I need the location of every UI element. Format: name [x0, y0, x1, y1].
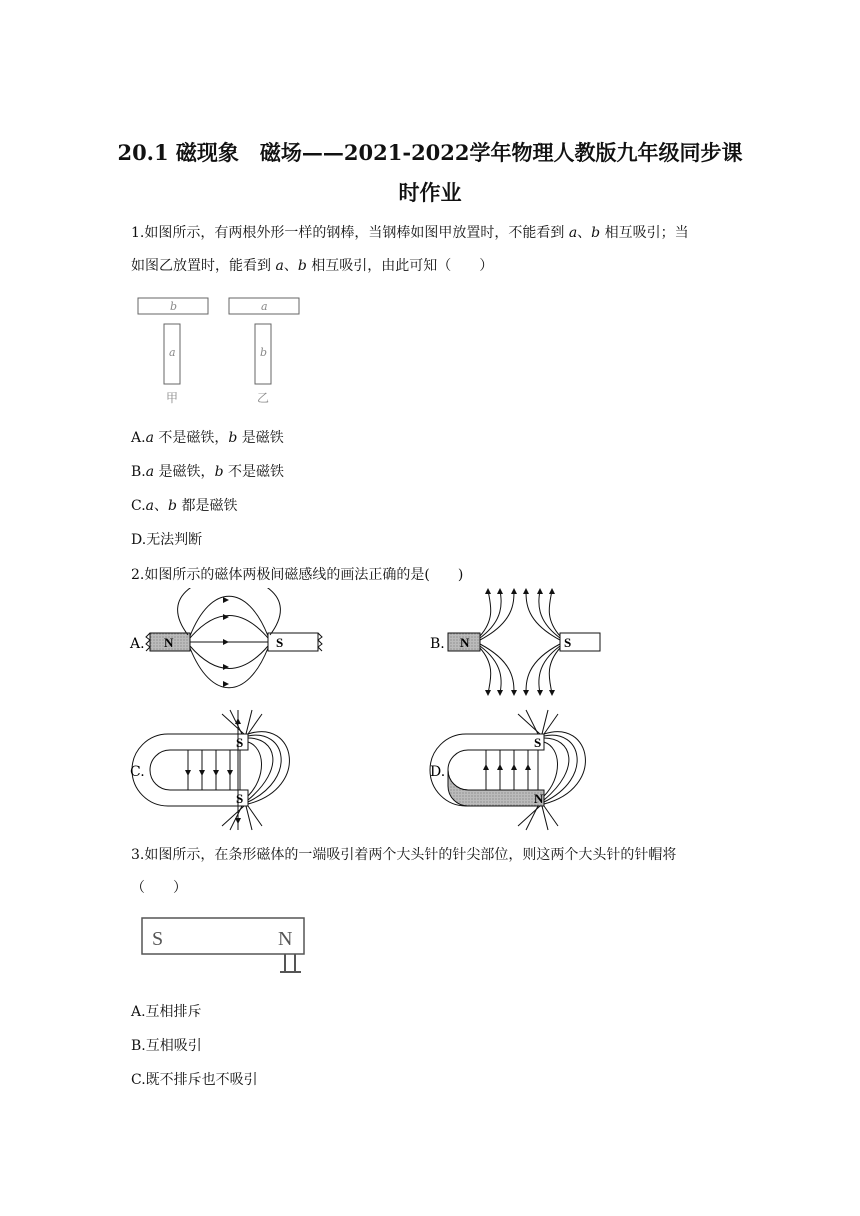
yi-top-label: a — [261, 300, 268, 313]
option-c-label: C. — [130, 764, 145, 780]
option-c-pole-bottom: S — [236, 791, 244, 806]
question-3-stem-line1: 3.如图所示，在条形磁体的一端吸引着两个大头针的针尖部位，则这两个大头针的针帽将 — [131, 847, 677, 863]
option-c-pole-top: S — [236, 735, 244, 750]
question-3-option-c[interactable]: C.既不排斥也不吸引 — [131, 1072, 258, 1088]
option-b-diagram — [448, 588, 600, 696]
page-title: 20.1 磁现象 磁场——2021-2022学年物理人教版九年级同步课 — [117, 140, 743, 165]
option-b-pole-n: N — [460, 635, 470, 650]
question-3-option-a[interactable]: A.互相排斥 — [131, 1004, 202, 1020]
option-d-label: D. — [430, 764, 446, 780]
option-a-label: A. — [130, 636, 145, 652]
question-2-figure — [126, 588, 606, 838]
question-1-option-b[interactable]: B.a 是磁铁，b 不是磁铁 — [131, 464, 284, 480]
pins — [280, 954, 301, 972]
question-1-option-d[interactable]: D.无法判断 — [131, 532, 203, 548]
option-d-diagram — [430, 710, 585, 830]
question-3-figure — [136, 914, 308, 976]
yi-vertical-label: b — [260, 346, 268, 359]
option-d-pole-top: S — [534, 735, 542, 750]
question-1-figure — [136, 294, 306, 406]
option-d-pole-bottom: N — [534, 791, 544, 806]
page-title-continued: 时作业 — [398, 180, 462, 205]
option-b-pole-s: S — [564, 635, 572, 650]
question-2-stem: 2.如图所示的磁体两极间磁感线的画法正确的是( ) — [131, 567, 464, 583]
question-1-stem-line2: 如图乙放置时，能看到 a、b 相互吸引，由此可知（ ） — [131, 258, 494, 274]
question-1-option-a[interactable]: A.a 不是磁铁，b 是磁铁 — [131, 430, 284, 446]
question-3-stem-line2: （ ） — [131, 880, 187, 896]
jia-vertical-label: a — [169, 346, 176, 359]
jia-top-label: b — [170, 300, 178, 313]
question-1-stem-line1: 1.如图所示，有两根外形一样的钢棒，当钢棒如图甲放置时，不能看到 a、b 相互吸引；当 — [131, 225, 689, 241]
yi-caption: 乙 — [257, 391, 270, 405]
option-a-pole-s: S — [276, 635, 284, 650]
option-b-label: B. — [430, 636, 445, 652]
jia-caption: 甲 — [166, 391, 179, 405]
question-1-option-c[interactable]: C.a、b 都是磁铁 — [131, 498, 238, 514]
magnet-pole-s: S — [152, 928, 164, 950]
magnet-pole-n: N — [278, 928, 293, 950]
question-3-option-b[interactable]: B.互相吸引 — [131, 1038, 202, 1054]
option-a-pole-n: N — [164, 635, 174, 650]
option-c-diagram — [132, 710, 289, 830]
